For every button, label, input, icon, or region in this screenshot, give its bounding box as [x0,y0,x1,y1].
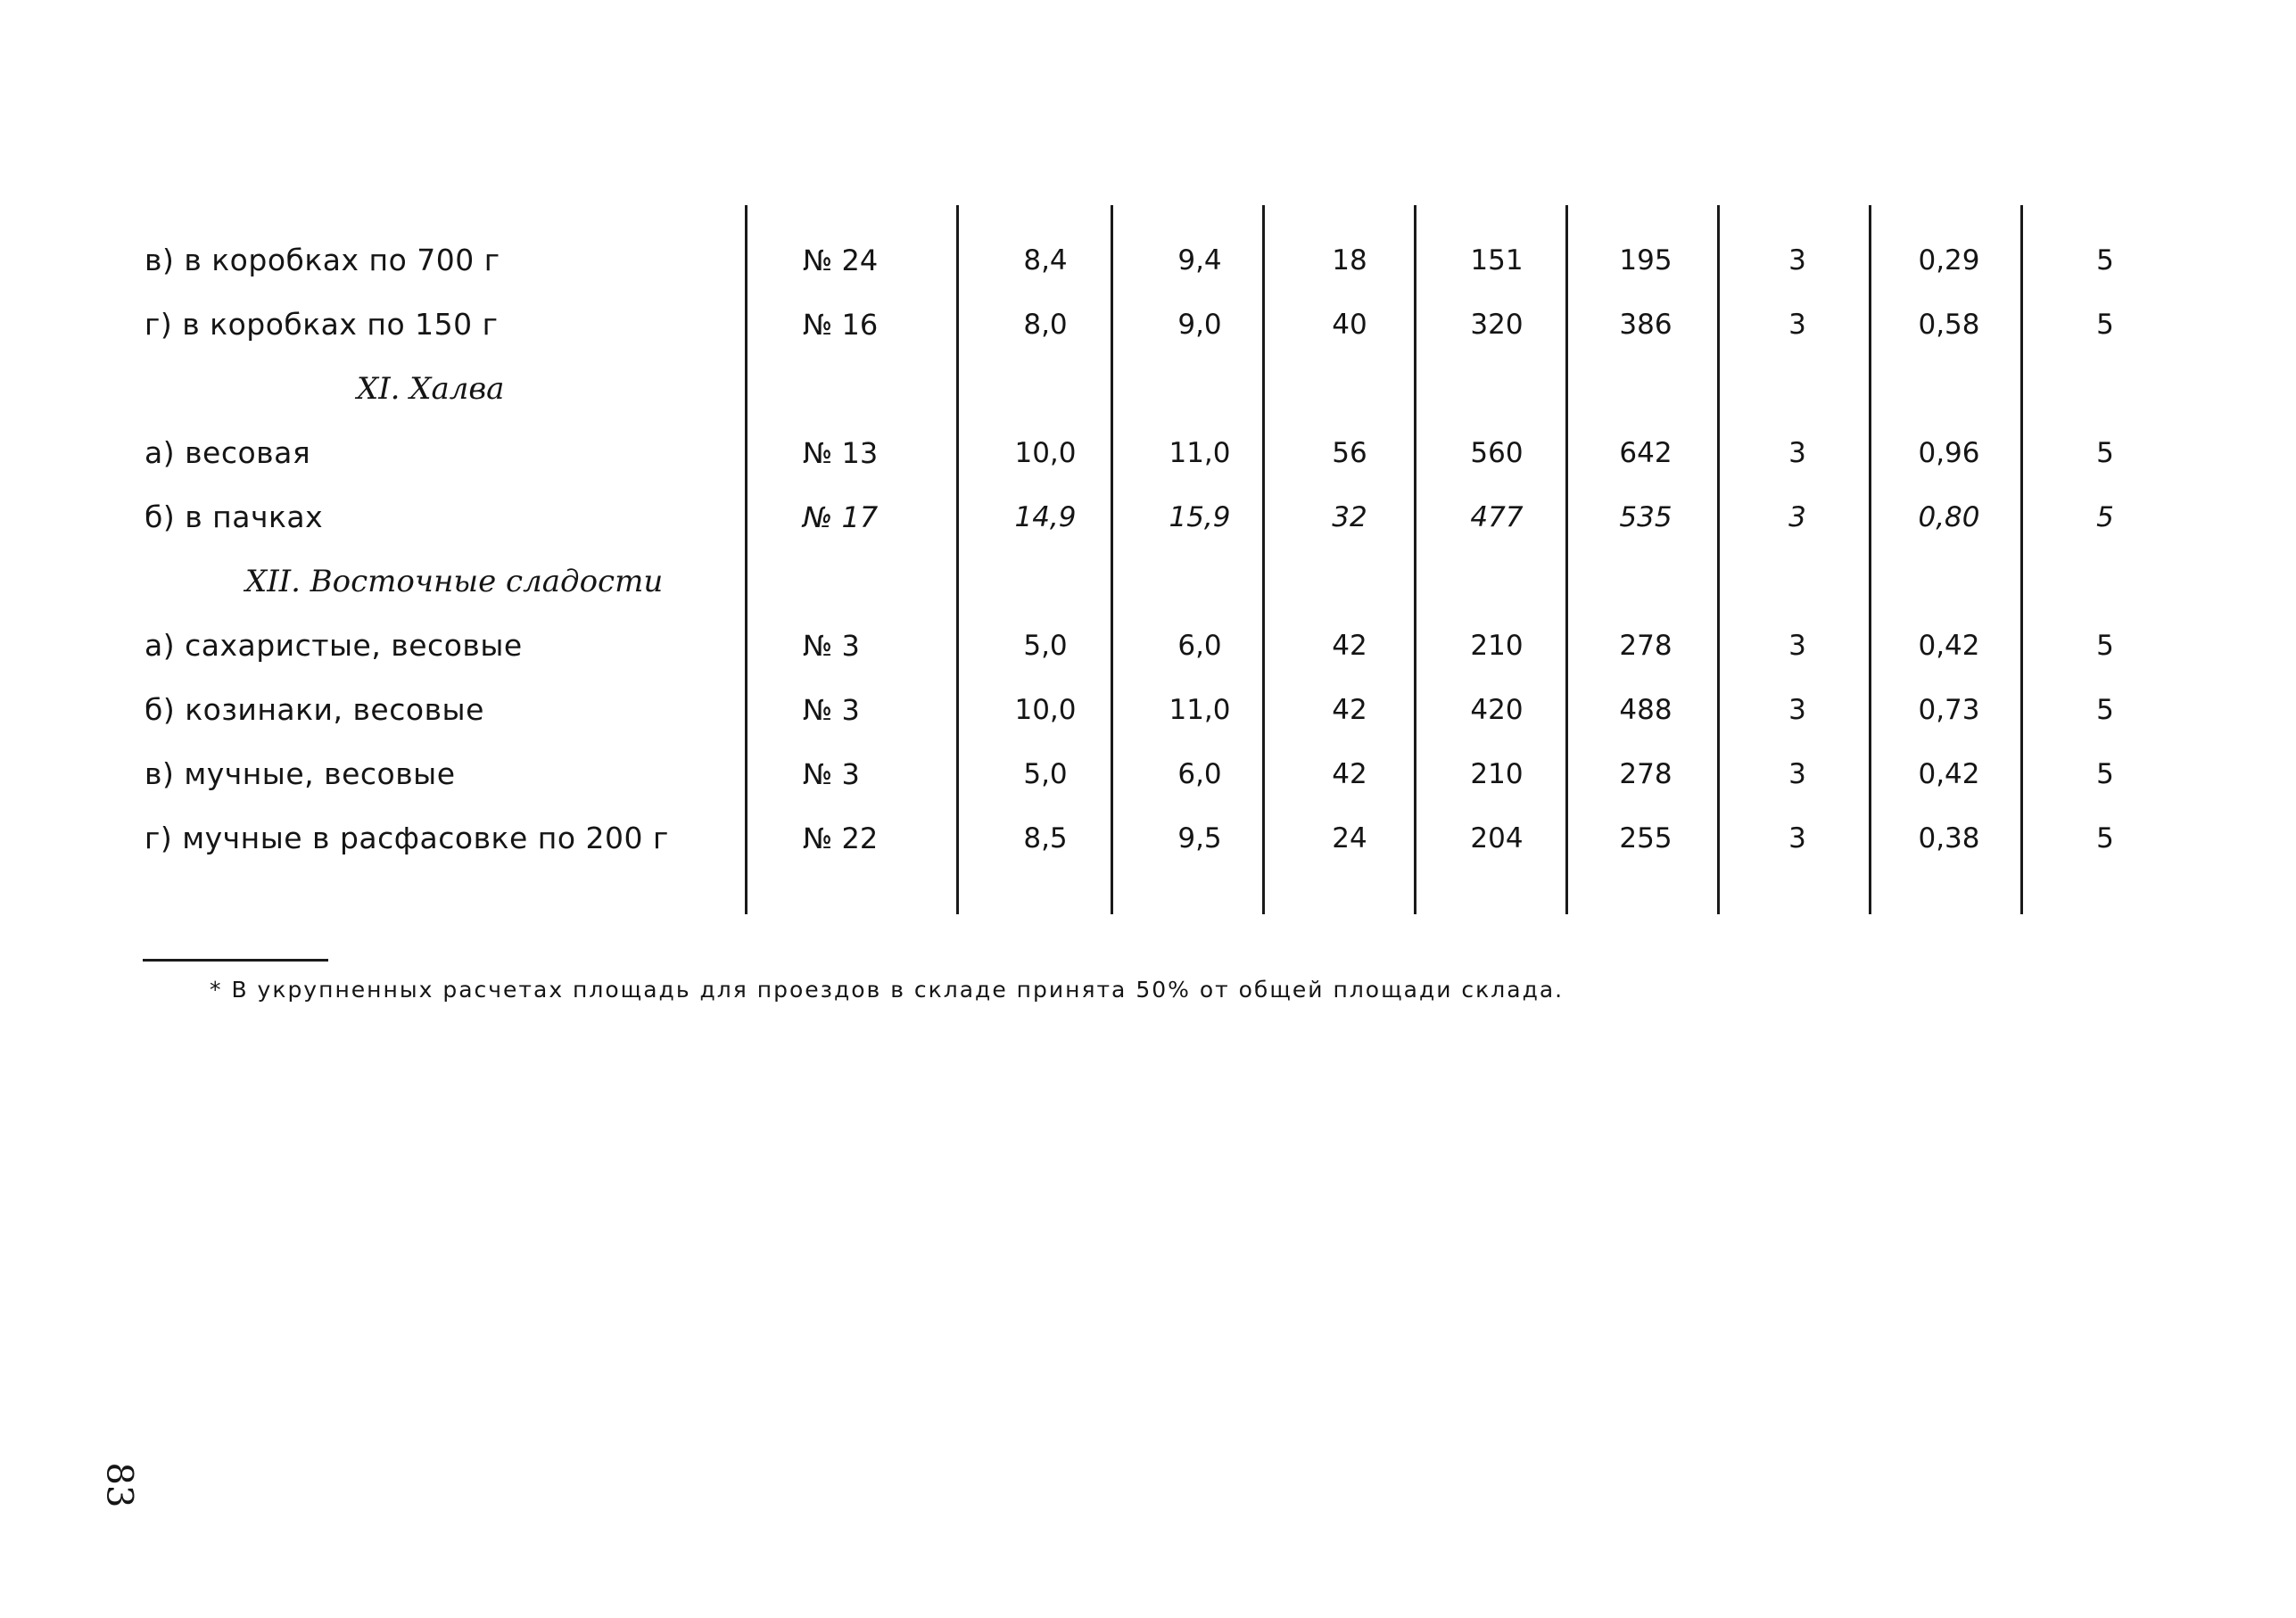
table-cell: 9,5 [1177,822,1222,854]
table-cell: 56 [1332,437,1367,469]
table-cell: 5 [2096,437,2114,469]
product-code: № 3 [803,757,860,791]
product-name: б) козинаки, весовые [145,692,484,727]
section-title: XI. Халва [357,371,505,407]
table-cell: 204 [1470,822,1524,854]
table-cell: 3 [1788,437,1806,469]
product-name: а) весовая [145,435,311,470]
table-cell: 42 [1332,758,1367,790]
table-cell: 386 [1619,309,1672,341]
product-code: № 22 [803,821,879,855]
table-cell: 10,0 [1014,437,1077,469]
table-row [0,491,2296,544]
table-row [0,683,2296,737]
table-cell: 210 [1470,758,1524,790]
table-cell: 9,4 [1177,244,1222,277]
table-cell: 5 [2096,822,2114,854]
table-section-row [0,555,2296,608]
product-name: г) в коробках по 150 г [145,307,499,342]
table-cell: 0,29 [1918,244,1980,277]
table-cell: 5 [2096,309,2114,341]
table-cell: 0,38 [1918,822,1980,854]
table-cell: 278 [1619,758,1672,790]
table-cell: 3 [1788,758,1806,790]
table-cell: 5 [2096,244,2114,277]
table-row [0,812,2296,865]
table-cell: 0,42 [1918,630,1980,662]
product-code: № 17 [803,500,879,534]
table-cell: 5,0 [1023,630,1068,662]
table-cell: 3 [1788,309,1806,341]
table-cell: 0,80 [1918,501,1980,533]
table-cell: 535 [1619,501,1672,533]
table-cell: 3 [1788,244,1806,277]
table-cell: 210 [1470,630,1524,662]
table-row [0,426,2296,480]
table-cell: 151 [1470,244,1524,277]
product-name: г) мучные в расфасовке по 200 г [145,821,669,855]
table-row [0,747,2296,801]
footnote-rule [143,959,328,962]
table-cell: 0,96 [1918,437,1980,469]
table-cell: 8,4 [1023,244,1068,277]
table-cell: 8,5 [1023,822,1068,854]
table-cell: 5 [2096,694,2114,726]
table-cell: 5 [2096,630,2114,662]
table-cell: 42 [1332,694,1367,726]
table-cell: 195 [1619,244,1672,277]
table-cell: 11,0 [1169,694,1231,726]
product-code: № 13 [803,436,879,470]
product-code: № 3 [803,629,860,663]
table-cell: 5 [2096,501,2114,533]
table-row [0,234,2296,287]
product-name: в) в коробках по 700 г [145,243,500,277]
table-cell: 3 [1788,501,1806,533]
table-cell: 3 [1788,694,1806,726]
table-cell: 15,9 [1169,501,1231,533]
table-cell: 420 [1470,694,1524,726]
table-cell: 255 [1619,822,1672,854]
table-cell: 24 [1332,822,1367,854]
table-section-row [0,362,2296,416]
table-cell: 477 [1470,501,1524,533]
table-cell: 3 [1788,630,1806,662]
table-cell: 0,73 [1918,694,1980,726]
table-cell: 6,0 [1177,630,1222,662]
table-cell: 42 [1332,630,1367,662]
table-row [0,619,2296,673]
table-cell: 3 [1788,822,1806,854]
table-cell: 8,0 [1023,309,1068,341]
table-row [0,298,2296,351]
table-cell: 642 [1619,437,1672,469]
table-cell: 9,0 [1177,309,1222,341]
product-name: а) сахаристые, весовые [145,628,523,663]
footnote-text: * В укрупненных расчетах площадь для проездов в складе принята 50% от общей площади склада. [210,977,1565,1003]
table-cell: 0,42 [1918,758,1980,790]
table-cell: 14,9 [1014,501,1077,533]
table-cell: 18 [1332,244,1367,277]
section-title: XII. Восточные сладости [245,564,664,599]
table-cell: 278 [1619,630,1672,662]
table-cell: 40 [1332,309,1367,341]
page-number: 83 [98,1462,140,1508]
table-cell: 6,0 [1177,758,1222,790]
table-cell: 560 [1470,437,1524,469]
table-cell: 32 [1332,501,1367,533]
product-code: № 16 [803,308,879,342]
table-cell: 0,58 [1918,309,1980,341]
product-code: № 3 [803,693,860,727]
table-cell: 10,0 [1014,694,1077,726]
product-code: № 24 [803,244,879,277]
product-name: в) мучные, весовые [145,756,456,791]
table-cell: 5 [2096,758,2114,790]
table-cell: 11,0 [1169,437,1231,469]
table-cell: 488 [1619,694,1672,726]
product-name: б) в пачках [145,499,324,534]
table-cell: 5,0 [1023,758,1068,790]
table-cell: 320 [1470,309,1524,341]
